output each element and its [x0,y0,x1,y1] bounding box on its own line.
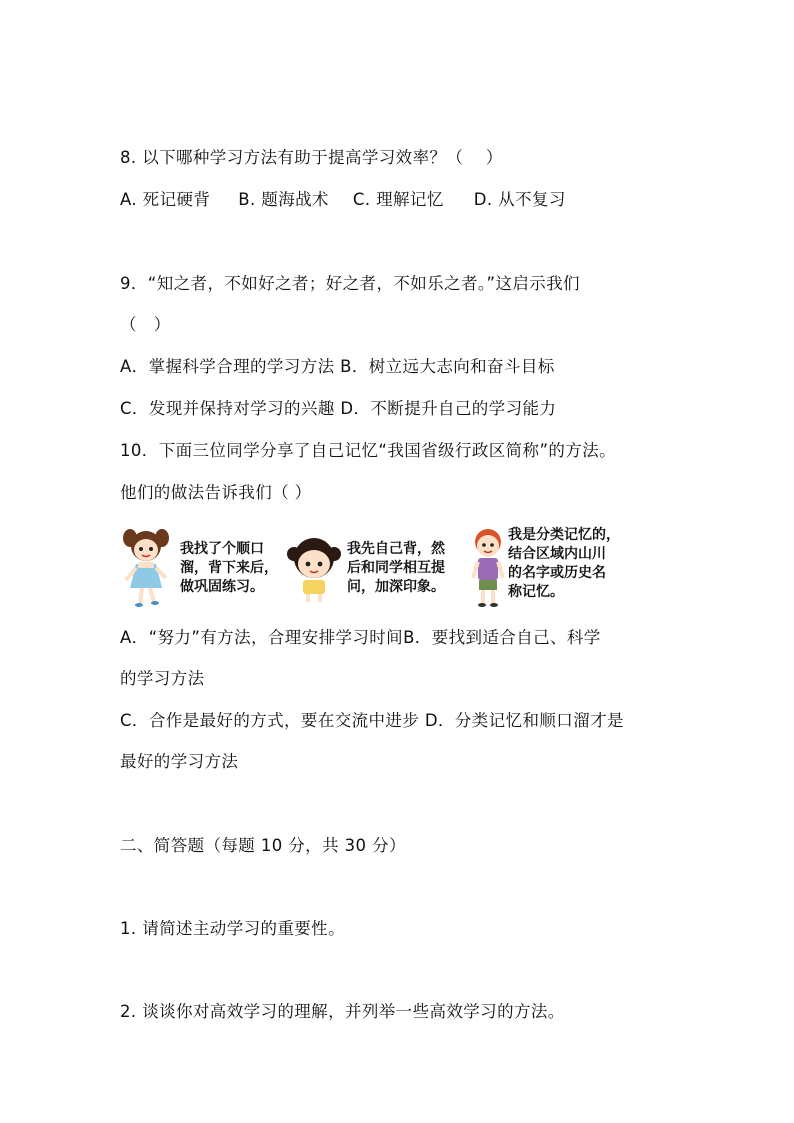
q10-stem-line2: 他们的做法告诉我们（ ） [120,483,312,502]
q9-stem-line2: （ ） [120,315,171,334]
q8-option-d: D. 从不复习 [473,190,566,209]
kid-figure [286,534,342,604]
q10-stem-line1: 10．下面三位同学分享了自己记忆“我国省级行政区简称”的方法。 [120,441,616,460]
section2-q1: 1. 请简述主动学习的重要性。 [120,919,345,938]
q8-option-a: A. 死记硬背 [120,190,211,209]
section2-heading: 二、简答题（每题 10 分，共 30 分） [120,836,406,855]
boy-speech: 我是分类记忆的， 结合区域内山川 的名字或历史名 称记忆。 [508,527,620,600]
girl-figure [118,526,174,608]
boy-figure [468,526,508,608]
q8-stem: 8. 以下哪种学习方法有助于提高学习效率？（ ） [120,148,503,167]
q10-option-line3: C．合作是最好的方式，要在交流中进步 D．分类记忆和顺口溜才是 [120,711,624,730]
memory-methods-illustration [118,526,658,608]
girl-speech: 我找了个顺口 溜，背下来后， 做巩固练习。 [180,541,278,595]
q9-option-row1: A．掌握科学合理的学习方法 B．树立远大志向和奋斗目标 [120,357,555,376]
q10-option-line2: 的学习方法 [120,669,205,688]
q10-option-line1: A．“努力”有方法，合理安排学习时间B．要找到适合自己、科学 [120,628,601,647]
q8-option-b: B. 题海战术 [238,190,329,209]
q8-options [120,189,566,211]
kid-speech: 我先自己背，然 后和同学相互提 问，加深印象。 [347,541,445,595]
q9-option-row2: C．发现并保持对学习的兴趣 D．不断提升自己的学习能力 [120,399,557,418]
q10-option-line4: 最好的学习方法 [120,752,239,771]
section2-q2: 2. 谈谈你对高效学习的理解，并列举一些高效学习的方法。 [120,1002,565,1021]
q9-stem-line1: 9．“知之者，不如好之者；好之者，不如乐之者。”这启示我们 [120,274,580,293]
q8-option-c: C. 理解记忆 [352,190,444,209]
